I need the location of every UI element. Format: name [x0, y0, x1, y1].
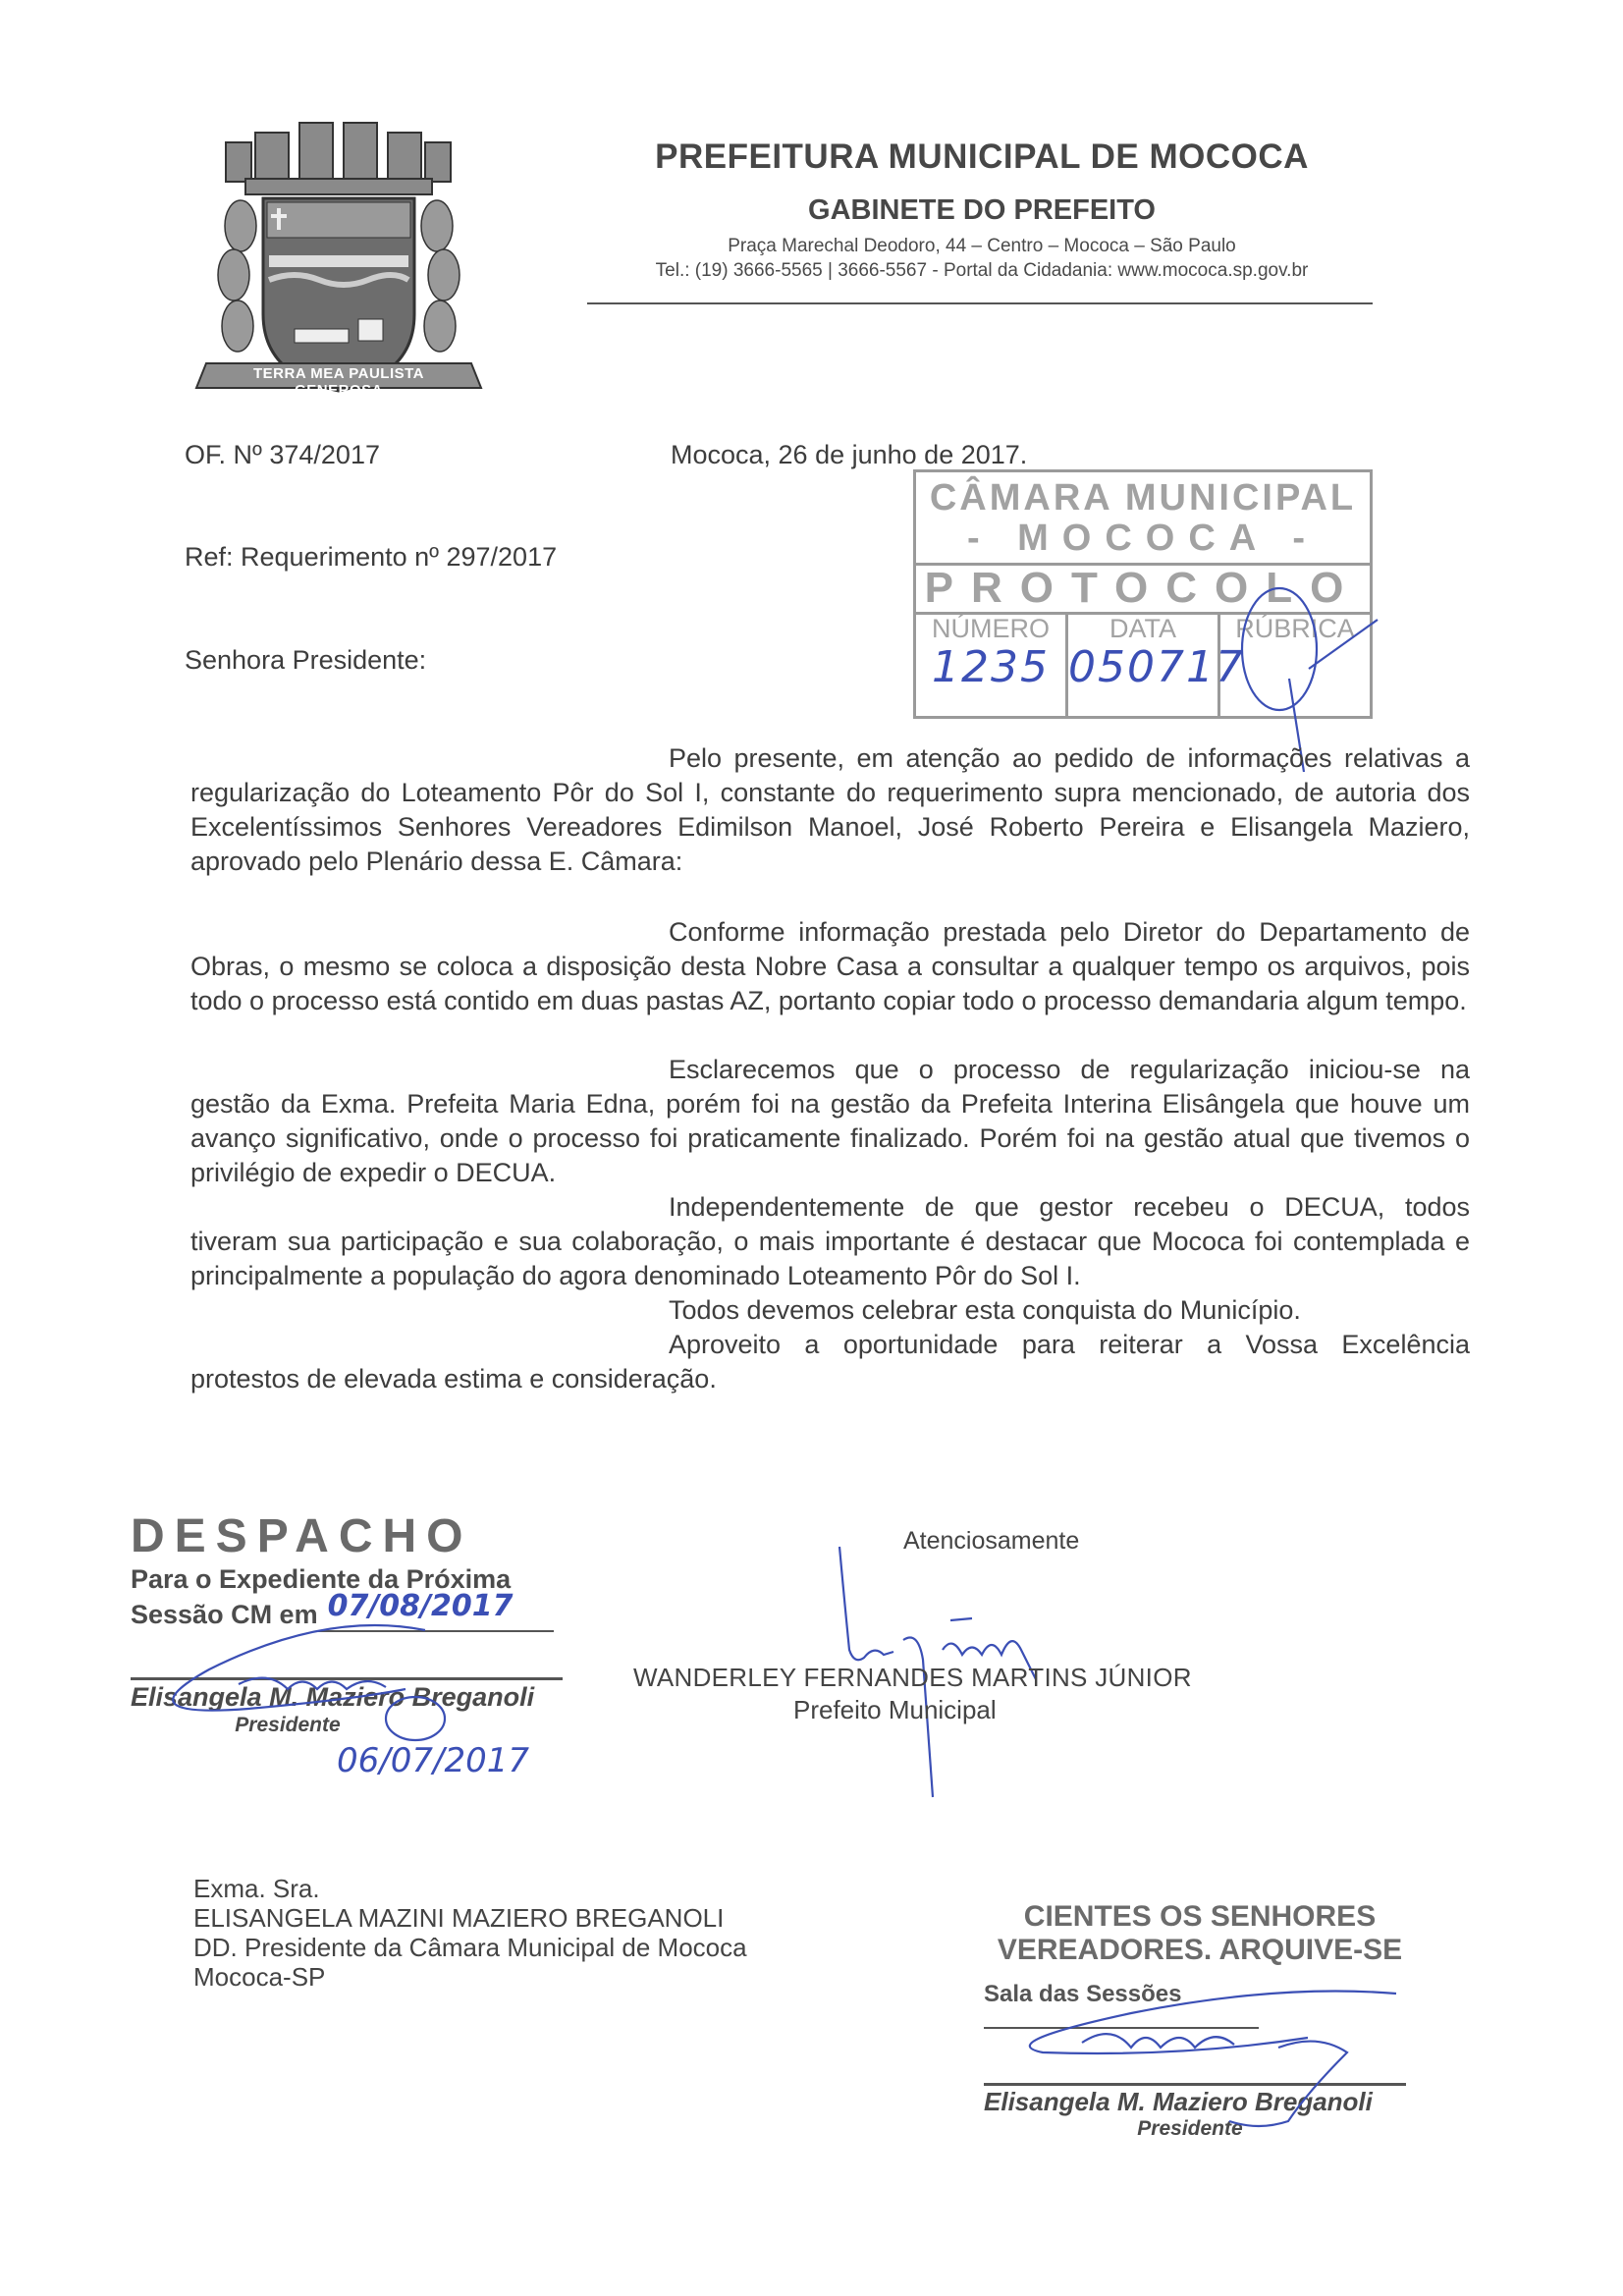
stamp-label-data: DATA	[1109, 614, 1176, 643]
letterhead-title: PREFEITURA MUNICIPAL DE MOCOCA	[655, 137, 1309, 176]
sala-label: Sala das Sessões	[984, 1981, 1182, 2007]
despacho-title: DESPACHO	[131, 1510, 473, 1562]
official-letter-number: OF. Nº 374/2017	[185, 440, 380, 469]
stamp-line-protocolo: PROTOCOLO	[916, 563, 1370, 615]
letterhead-contact: Tel.: (19) 3666-5565 | 3666-5567 - Portal da Cidadania: www.mococa.sp.gov.br	[655, 260, 1309, 281]
despacho-session-date-handwritten: 07/08/2017	[327, 1589, 514, 1623]
cientes-line-1: CIENTES OS SENHORES	[1023, 1900, 1377, 1933]
stamp-cell-numero	[916, 612, 1068, 718]
letterhead-subtitle: GABINETE DO PREFEITO	[808, 194, 1156, 226]
stamp-cell-data	[1068, 612, 1245, 718]
despacho-stamp	[131, 1512, 572, 1780]
salutation: Senhora Presidente:	[185, 645, 427, 675]
stamp-line-mococa: - MOCOCA -	[966, 518, 1320, 559]
stamp-numero-handwritten: 1235	[932, 642, 1050, 692]
despacho-signer-role: Presidente	[235, 1714, 341, 1736]
paragraph-5: Todos devemos celebrar esta conquista do Município.	[669, 1295, 1301, 1325]
stamp-label-numero: NÚMERO	[932, 614, 1050, 643]
addressee-block	[193, 1874, 747, 1992]
valediction: Atenciosamente	[903, 1527, 1080, 1555]
cientes-stamp	[984, 1900, 1416, 2141]
despacho-session-label: Sessão CM em	[131, 1600, 318, 1629]
stamp-label-rubrica: RÚBRICA	[1235, 614, 1355, 643]
cientes-signer-name: Elisangela M. Maziero Breganoli	[984, 2087, 1373, 2116]
letterhead-divider	[587, 302, 1373, 304]
cientes-line-2: VEREADORES. ARQUIVE-SE	[997, 1934, 1403, 1966]
addressee-line: DD. Presidente da Câmara Municipal de Mococa	[193, 1933, 747, 1962]
stamp-data-handwritten: 050717	[1068, 642, 1245, 692]
paragraph-2: Conforme informação prestada pelo Diretor do Departamento de Obras, o mesmo se coloca a disposição desta Nobre Casa a consultar a qualquer tempo os arquivos, pois todo o processo está contido em duas pastas AZ, portanto copiar todo o processo demandaria algum tempo.	[190, 917, 1470, 1015]
cientes-signer-role: Presidente	[1137, 2117, 1243, 2140]
paragraph-1: Pelo presente, em atenção ao pedido de informações relativas a regularização do Loteamento Pôr do Sol I, constante do requerimento supra mencionado, de autoria dos Excelentíssimos Senhores Vereadores Edimilson Manoel, José Roberto Pereira e Elisangela Maziero, aprovado pelo Plenário dessa E. Câmara:	[190, 743, 1470, 876]
paragraph-3: Esclarecemos que o processo de regularização iniciou-se na gestão da Exma. Prefeita Maria Edna, porém foi na gestão da Prefeita Interina Elisângela que houve um avanço significativo, onde o processo foi praticamente finalizado. Porém foi na gestão atual que tivemos o privilégio de expedir o DECUA.	[190, 1055, 1470, 1187]
despacho-handwritten-date: 06/07/2017	[337, 1741, 529, 1780]
despacho-line-1: Para o Expediente da Próxima	[131, 1564, 512, 1594]
stamp-line-camara: CÂMARA MUNICIPAL	[929, 477, 1357, 519]
paragraph-6: Aproveito a oportunidade para reiterar a Vossa Excelência protestos de elevada estima e consideração.	[190, 1330, 1470, 1394]
letterhead-address: Praça Marechal Deodoro, 44 – Centro – Mococa – São Paulo	[728, 236, 1236, 256]
reference-line: Ref: Requerimento nº 297/2017	[185, 542, 558, 572]
protocol-stamp	[913, 469, 1373, 719]
addressee-line: Exma. Sra.	[193, 1874, 320, 1903]
signer-role: Prefeito Municipal	[793, 1695, 997, 1724]
addressee-line: Mococa-SP	[193, 1962, 326, 1992]
signer-name: WANDERLEY FERNANDES MARTINS JÚNIOR	[633, 1663, 1192, 1692]
cientes-handwritten-signature	[984, 1984, 1416, 2131]
coat-of-arms-logo	[187, 118, 491, 422]
city-and-date: Mococa, 26 de junho de 2017.	[671, 440, 1028, 469]
crest-motto: TERRA MEA PAULISTA GENEROSA	[253, 365, 424, 399]
despacho-handwritten-signature	[131, 1591, 572, 1748]
paragraph-4: Independentemente de que gestor recebeu o DECUA, todos tiveram sua participação e sua colaboração, o mais importante é destacar que Mococa foi contemplada e principalmente a população do agora denominado Loteamento Pôr do Sol I.	[190, 1192, 1470, 1290]
despacho-signer-name: Elisangela M. Maziero Breganoli	[131, 1682, 535, 1712]
addressee-line: ELISANGELA MAZINI MAZIERO BREGANOLI	[193, 1903, 725, 1933]
